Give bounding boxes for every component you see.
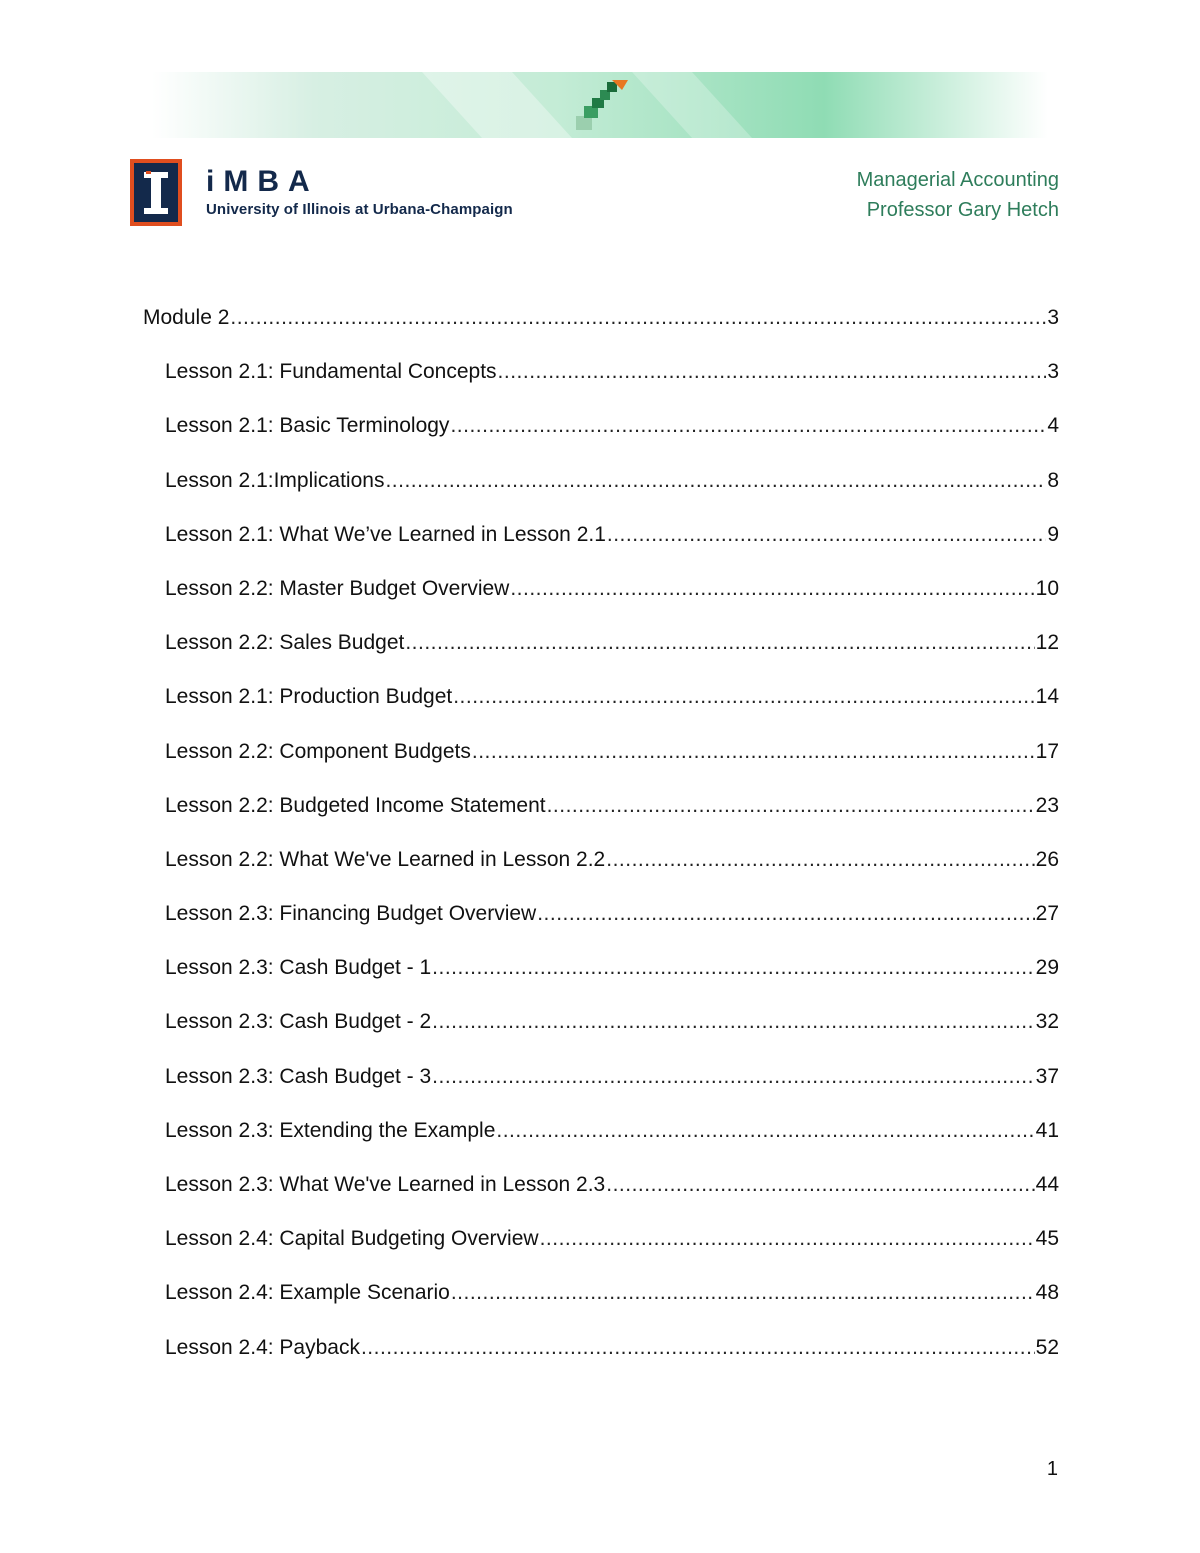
toc-entry-label: Lesson 2.3: Extending the Example [165,1118,496,1142]
toc-entry-page: 10 [1035,576,1059,600]
toc-entry-label: Lesson 2.2: Master Budget Overview [165,576,510,600]
toc-entry[interactable] [143,682,1059,736]
header-banner [152,72,1048,138]
toc-entry[interactable] [143,1278,1059,1332]
toc-entry-label: Lesson 2.2: Component Budgets [165,739,471,763]
toc-entry[interactable] [143,1062,1059,1116]
toc-entry[interactable] [143,1333,1059,1387]
toc-entry-label: Lesson 2.4: Capital Budgeting Overview [165,1227,539,1251]
toc-entry-page: 48 [1035,1281,1059,1305]
toc-dot-leader [453,682,1034,712]
toc-entry[interactable] [143,411,1059,465]
logo-title: iMBA [206,165,319,198]
toc-entry-label: Module 2 [143,306,230,329]
toc-dot-leader [510,574,1034,604]
toc-entry[interactable] [143,303,1059,357]
toc-dot-leader [606,1170,1034,1200]
toc-entry-page: 52 [1035,1335,1059,1359]
toc-entry-page: 8 [1047,468,1059,492]
toc-entry-label: Lesson 2.3: Cash Budget - 2 [165,1010,432,1034]
toc-dot-leader [230,303,1046,333]
toc-entry-page: 23 [1035,793,1059,817]
toc-entry[interactable] [143,845,1059,899]
toc-dot-leader [496,1116,1034,1146]
toc-entry[interactable] [143,628,1059,682]
toc-entry-page: 14 [1035,685,1059,709]
toc-entry-label: Lesson 2.4: Payback [165,1335,360,1359]
toc-entry-label: Lesson 2.3: Financing Budget Overview [165,902,537,926]
toc-entry-page: 29 [1035,956,1059,980]
course-info [857,165,1059,225]
toc-entry[interactable] [143,574,1059,628]
toc-entry-page: 17 [1035,739,1059,763]
toc-entry-label: Lesson 2.3: What We've Learned in Lesson 2.3 [165,1173,606,1196]
toc-entry-label: Lesson 2.2: What We've Learned in Lesson 2.2 [165,847,606,871]
imba-logo [130,159,550,227]
toc-entry-label: Lesson 2.1: What We’ve Learned in Lesson 2.1 [165,522,606,546]
toc-entry-label: Lesson 2.4: Example Scenario [165,1281,450,1305]
toc-dot-leader [498,357,1047,387]
toc-dot-leader [451,1278,1035,1308]
toc-dot-leader [361,1333,1035,1363]
toc-dot-leader [385,466,1046,496]
illinois-block-i-icon [130,159,182,226]
toc-entry[interactable] [143,520,1059,574]
toc-dot-leader [537,899,1034,929]
toc-entry[interactable] [143,1170,1059,1224]
page-number: 1 [1046,1458,1058,1480]
toc-entry-page: 37 [1035,1064,1059,1088]
toc-entry-page: 4 [1047,414,1059,438]
toc-entry-label: Lesson 2.1: Fundamental Concepts [165,360,497,384]
logo-subtitle: University of Illinois at Urbana-Champaign [206,201,513,218]
toc-dot-leader [432,1007,1034,1037]
toc-entry[interactable] [143,737,1059,791]
toc-dot-leader [472,737,1035,767]
toc-entry-label: Lesson 2.2: Budgeted Income Statement [165,793,546,817]
toc-entry-page: 3 [1047,306,1059,329]
toc-entry-label: Lesson 2.3: Cash Budget - 1 [165,956,432,980]
toc-entry-page: 27 [1035,902,1059,926]
table-of-contents [143,303,1059,1387]
toc-entry-page: 41 [1035,1118,1059,1142]
toc-dot-leader [432,953,1034,983]
toc-entry-label: Lesson 2.3: Cash Budget - 3 [165,1064,432,1088]
toc-dot-leader [547,791,1035,821]
toc-entry[interactable] [143,357,1059,411]
toc-entry-page: 44 [1035,1173,1059,1196]
toc-entry-page: 26 [1035,847,1059,871]
course-title: Managerial Accounting [856,169,1059,191]
toc-entry-page: 3 [1047,360,1059,384]
toc-entry-page: 9 [1047,522,1059,546]
toc-entry-page: 45 [1035,1227,1059,1251]
toc-dot-leader [405,628,1034,658]
toc-entry[interactable] [143,899,1059,953]
toc-entry[interactable] [143,1116,1059,1170]
toc-entry-page: 12 [1035,631,1059,655]
professor-name: Professor Gary Hetch [866,199,1059,221]
toc-dot-leader [607,520,1046,550]
toc-entry-page: 32 [1035,1010,1059,1034]
toc-entry[interactable] [143,1007,1059,1061]
toc-entry[interactable] [143,466,1059,520]
toc-entry[interactable] [143,1224,1059,1278]
toc-entry[interactable] [143,791,1059,845]
toc-dot-leader [606,845,1034,875]
toc-dot-leader [540,1224,1035,1254]
toc-dot-leader [450,411,1046,441]
toc-entry-label: Lesson 2.1:Implications [165,468,385,492]
toc-entry-label: Lesson 2.1: Production Budget [165,685,453,709]
toc-dot-leader [432,1062,1034,1092]
banner-graphic [152,72,1048,138]
toc-entry[interactable] [143,953,1059,1007]
toc-entry-label: Lesson 2.2: Sales Budget [165,631,405,655]
toc-entry-label: Lesson 2.1: Basic Terminology [165,414,450,438]
